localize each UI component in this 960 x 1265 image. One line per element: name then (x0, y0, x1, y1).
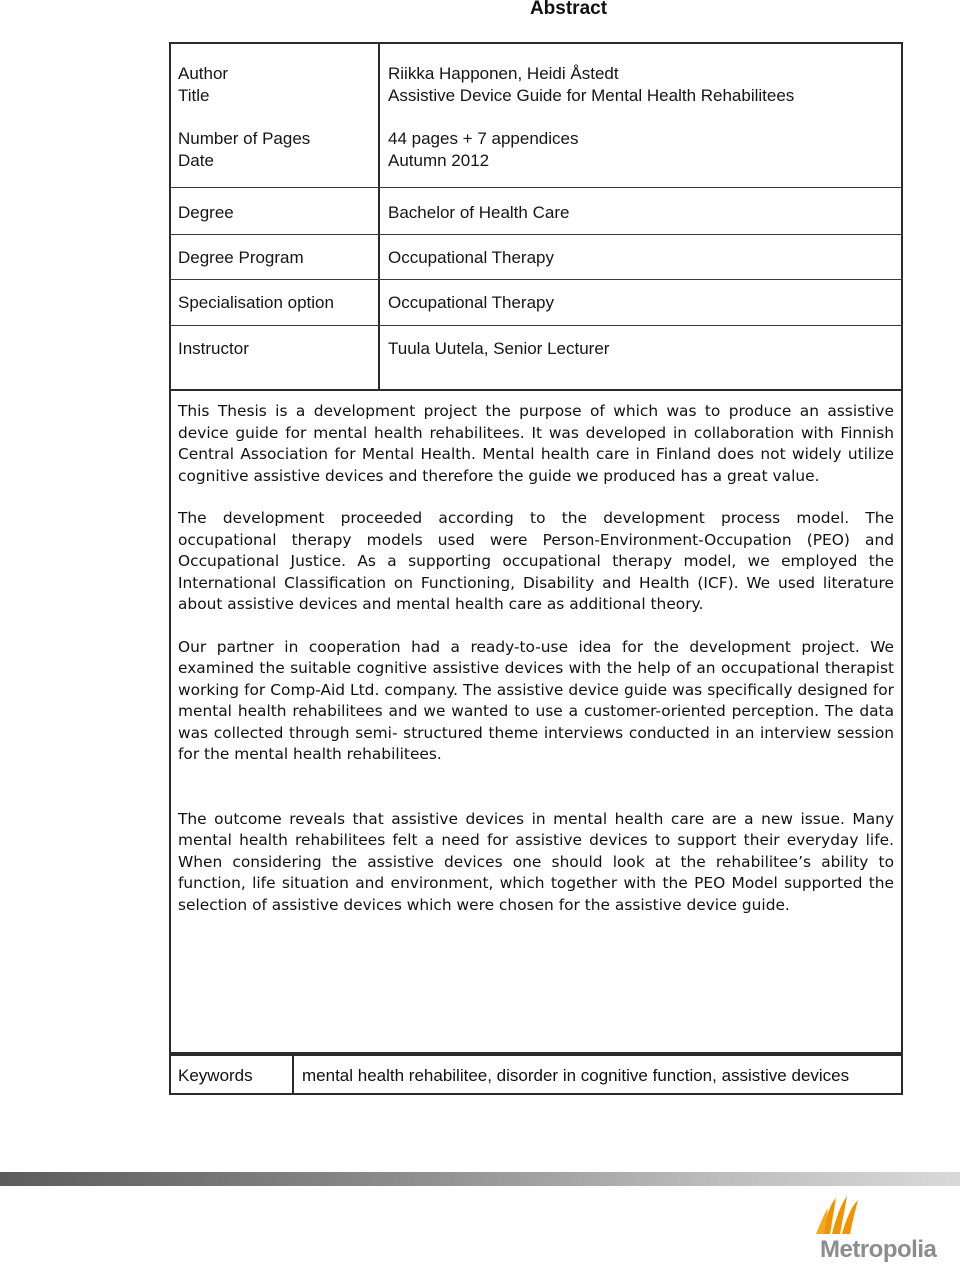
degree-program-label: Degree Program (178, 248, 304, 267)
author-value: Riikka Happonen, Heidi Åstedt (388, 64, 619, 83)
keywords-label: Keywords (178, 1066, 253, 1085)
abstract-heading: Abstract (529, 0, 608, 19)
date-label: Date (178, 151, 214, 170)
abstract-paragraph-1: This Thesis is a development project the purpose of which was to produce an assistive device guide for mental health rehabilitees. It was developed in collaboration with Finnish Central Association for Mental Health. Mental health care in Finland does not widely utilize cognitive assistive devices and therefore the guide we produced has a great value. (178, 402, 894, 485)
metropolia-logo-text: Metropolia (820, 1236, 937, 1263)
instructor-value: Tuula Uutela, Senior Lecturer (388, 339, 610, 358)
degree-value: Bachelor of Health Care (388, 203, 570, 222)
abstract-paragraph-3: Our partner in cooperation had a ready-to-use idea for the development project. We examined the suitable cognitive assistive devices with the help of an occupational therapist working for Comp-Aid Ltd. company. The assistive device guide was specifically designed for mental health rehabilitees and we wanted to use a customer-oriented perception. The data was collected through semi- structured theme interviews conducted in an interview session for the mental health rehabilitees. (178, 637, 894, 763)
pages-label: Number of Pages (178, 129, 311, 148)
title-label: Title (178, 86, 210, 105)
keywords-value: mental health rehabilitee, disorder in cognitive function, assistive devices (302, 1066, 850, 1085)
pages-value: 44 pages + 7 appendices (388, 129, 579, 148)
abstract-body (178, 0, 894, 916)
specialisation-label: Specialisation option (178, 293, 334, 312)
author-label: Author (178, 64, 229, 83)
keywords-divider (292, 1054, 294, 1095)
abstract-paragraph-4: The outcome reveals that assistive devices in mental health care are a new issue. Many mental health rehabilitees felt a need for assistive devices to support their everyday life. When considering the assistive devices one should look at the rehabilitee’s ability to function, life situation and environment, which together with the PEO Model supported the selection of assistive devices which were chosen for the assistive device guide. (178, 809, 894, 914)
instructor-label: Instructor (178, 339, 249, 358)
footer-gradient-bar (0, 1172, 960, 1186)
degree-program-value: Occupational Therapy (388, 248, 555, 267)
title-value: Assistive Device Guide for Mental Health Rehabilitees (388, 86, 795, 105)
degree-label: Degree (178, 203, 234, 222)
date-value: Autumn 2012 (388, 151, 490, 170)
abstract-paragraph-2: The development proceeded according to the development process model. The occupational therapy models used were Person-Environment-Occupation (PEO) and Occupational Justice. As a supporting occupational therapy model, we employed the International Classification on Functioning, Disability and Health (ICF). We used literature about assistive devices and mental health care as additional theory. (178, 509, 894, 613)
specialisation-value: Occupational Therapy (388, 293, 555, 312)
